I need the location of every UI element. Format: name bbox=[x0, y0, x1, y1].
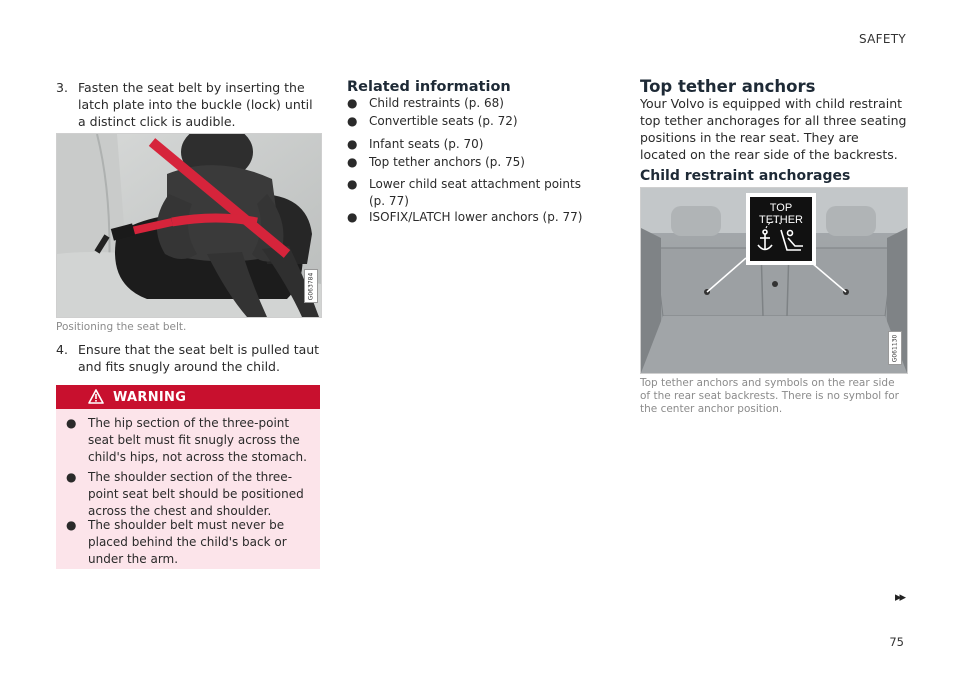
related-link[interactable]: ● Top tether anchors (p. 75) bbox=[347, 155, 525, 169]
figure-caption: Top tether anchors and symbols on the rear side of the rear seat backrests. There is no symbol for the center anchor position. bbox=[640, 377, 899, 415]
step-text: Fasten the seat belt by inserting the latch plate into the buckle (lock) until a distinct click is audible. bbox=[78, 80, 313, 129]
step-text: Ensure that the seat belt is pulled taut and fits snugly around the child. bbox=[78, 342, 320, 374]
page-number: 75 bbox=[889, 635, 904, 649]
figure-code: G061130 bbox=[891, 334, 899, 363]
related-link[interactable]: ● ISOFIX/LATCH lower anchors (p. 77) bbox=[347, 210, 583, 224]
figure-caption: Positioning the seat belt. bbox=[56, 321, 187, 333]
step-4 bbox=[56, 341, 322, 377]
warning-box bbox=[56, 385, 320, 569]
intro-paragraph: Your Volvo is equipped with child restraint top tether anchorages for all three seating positions in the rear seat. They are located on the rear side of the backrests. bbox=[640, 96, 907, 162]
related-link[interactable]: ● Lower child seat attachment points (p. 77) bbox=[347, 177, 581, 208]
warning-item: ● The shoulder belt must never be placed behind the child's back or under the arm. bbox=[66, 518, 287, 566]
next-page-icon[interactable]: ▸▸ bbox=[894, 590, 904, 605]
label-tether: TETHER bbox=[759, 214, 803, 226]
figure-code: G063784 bbox=[307, 272, 315, 301]
warning-title: WARNING bbox=[113, 390, 187, 405]
related-link[interactable]: ● Convertible seats (p. 72) bbox=[347, 114, 518, 128]
figure-code-tag bbox=[888, 331, 902, 365]
step-number: 3. bbox=[56, 80, 68, 95]
figure-code-tag bbox=[304, 269, 318, 303]
seat-belt-figure bbox=[56, 133, 322, 318]
label-top: TOP bbox=[769, 202, 793, 214]
child-seat-illustration bbox=[57, 134, 321, 317]
cargo-area-illustration bbox=[641, 188, 907, 373]
subsection-title: Child restraint anchorages bbox=[640, 168, 851, 184]
section-title: Top tether anchors bbox=[640, 77, 816, 96]
warning-item: ● The shoulder section of the three-point seat belt should be positioned across the chest and shoulder. bbox=[66, 470, 304, 518]
related-information-title: Related information bbox=[347, 79, 511, 95]
section-header: SAFETY bbox=[859, 32, 906, 46]
related-link[interactable]: ● Child restraints (p. 68) bbox=[347, 96, 504, 110]
top-tether-figure bbox=[640, 187, 908, 374]
step-3 bbox=[56, 79, 322, 131]
warning-triangle-icon bbox=[88, 389, 104, 404]
step-number: 4. bbox=[56, 342, 68, 357]
warning-item: ● The hip section of the three-point seat belt must fit snugly across the child's hips, not across the stomach. bbox=[66, 416, 307, 464]
warning-header bbox=[56, 385, 320, 409]
related-link[interactable]: ● Infant seats (p. 70) bbox=[347, 137, 484, 151]
